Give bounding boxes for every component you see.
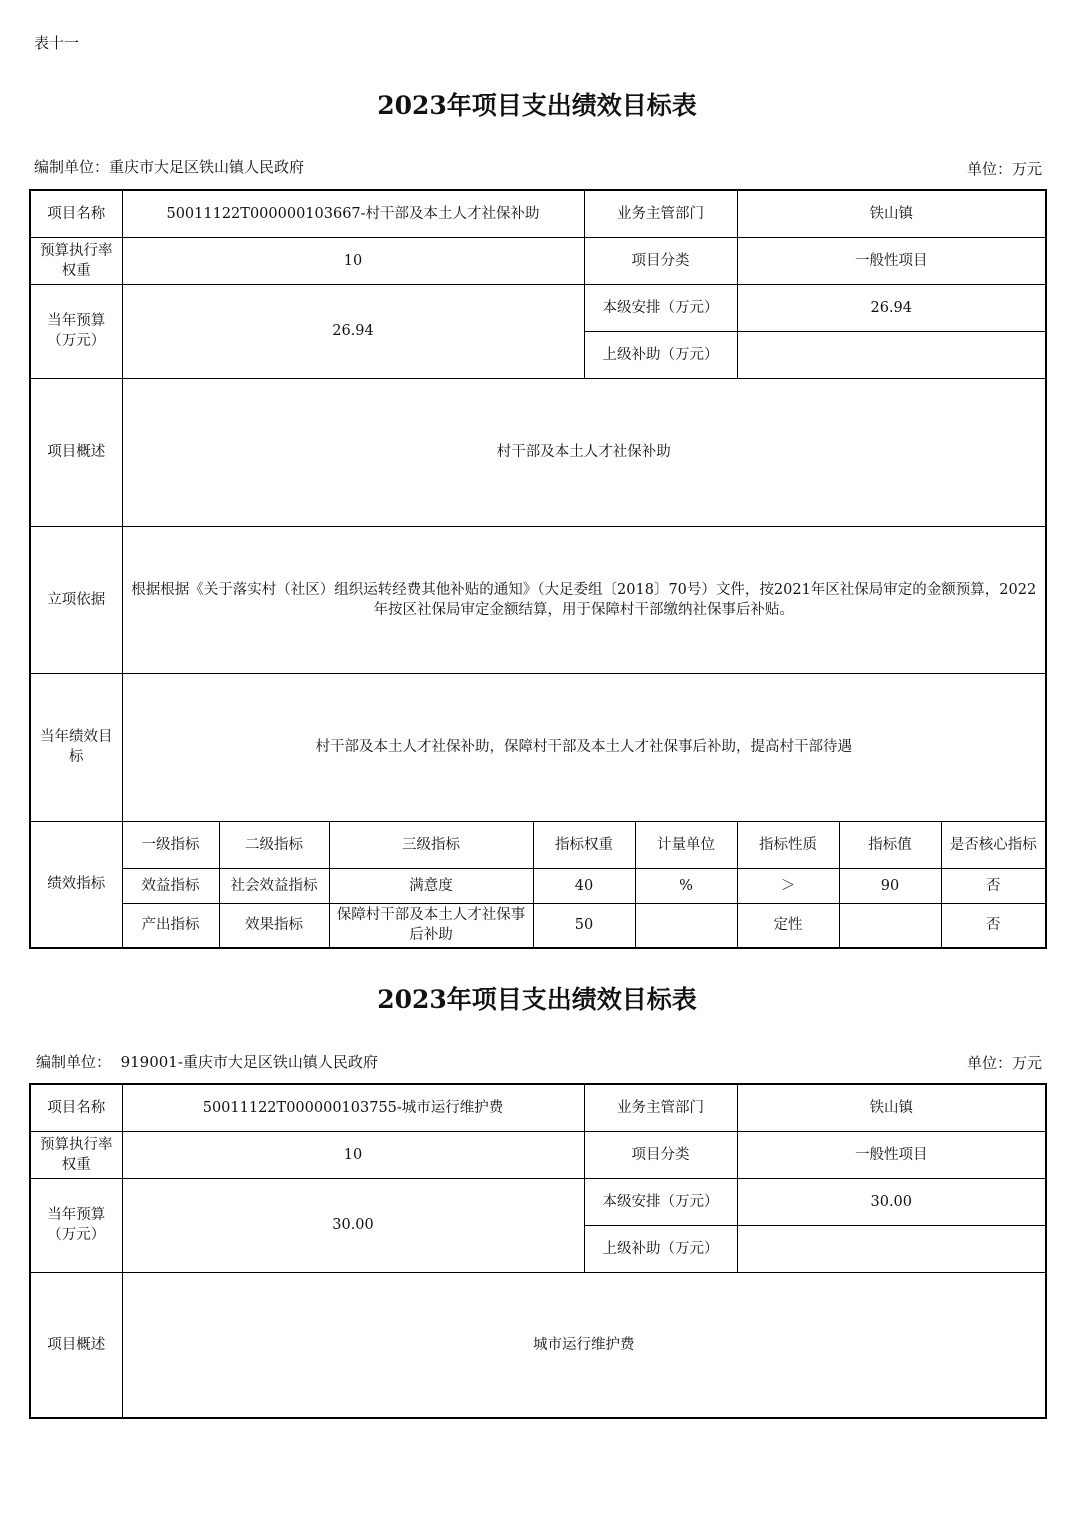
weight-label: 预算执行率权重: [30, 1131, 122, 1178]
indicator-cell: 社会效益指标: [219, 868, 329, 903]
dept-label: 业务主管部门: [584, 190, 737, 237]
indicator-cell: 满意度: [329, 868, 533, 903]
indicator-cell: 产出指标: [122, 903, 219, 948]
budget-value: 30.00: [122, 1178, 584, 1272]
category-value: 一般性项目: [737, 237, 1046, 284]
dept-value: 铁山镇: [737, 190, 1046, 237]
category-label: 项目分类: [584, 237, 737, 284]
budget-value: 26.94: [122, 284, 584, 378]
upper-label: 上级补助（万元）: [584, 331, 737, 378]
weight-value: 10: [122, 237, 584, 284]
indicator-cell: 否: [941, 868, 1046, 903]
compiling-unit-label: 编制单位：: [34, 158, 110, 176]
category-value: 一般性项目: [737, 1131, 1046, 1178]
table-row: [30, 903, 1046, 948]
indicator-cell: 效果指标: [219, 903, 329, 948]
performance-table: [29, 1083, 1047, 1419]
unit-label: 单位：万元: [966, 1054, 1042, 1072]
local-value: 30.00: [737, 1178, 1046, 1225]
basis-value: 根据根据《关于落实村（社区）组织运转经费其他补贴的通知》（大足委组〔2018〕70号）文件，按2021年区社保局审定的金额预算，2022年按区社保局审定金额结算，用于保障村干部缴纳社保事后补贴。: [122, 526, 1046, 673]
indicator-header: 三级指标: [329, 821, 533, 868]
indicator-header: 计量单位: [635, 821, 737, 868]
compiling-unit: [34, 156, 304, 177]
indicator-header: 一级指标: [122, 821, 219, 868]
overview-label: 项目概述: [30, 378, 122, 526]
indicator-cell: %: [635, 868, 737, 903]
performance-table: [29, 189, 1047, 949]
compiling-unit-label: 编制单位：: [36, 1053, 112, 1071]
overview-value: 村干部及本土人才社保补助: [122, 378, 1046, 526]
indicator-cell: 保障村干部及本土人才社保事后补助: [329, 903, 533, 948]
project-name-label: 项目名称: [30, 190, 122, 237]
upper-value: [737, 331, 1046, 378]
weight-label: 预算执行率权重: [30, 237, 122, 284]
form-title: 2023年项目支出绩效目标表: [377, 985, 697, 1014]
doc-tag: 表十一: [34, 34, 80, 52]
indicator-cell: [839, 903, 941, 948]
indicator-cell: 50: [533, 903, 635, 948]
indicator-header: 指标权重: [533, 821, 635, 868]
indicator-cell: 否: [941, 903, 1046, 948]
indicators-label: 绩效指标: [30, 821, 122, 948]
indicator-cell: [635, 903, 737, 948]
dept-value: 铁山镇: [737, 1084, 1046, 1131]
upper-label: 上级补助（万元）: [584, 1225, 737, 1272]
compiling-unit-value: 重庆市大足区铁山镇人民政府: [109, 158, 305, 176]
table-row: [30, 868, 1046, 903]
indicator-header: 指标性质: [737, 821, 839, 868]
dept-label: 业务主管部门: [584, 1084, 737, 1131]
indicator-cell: 40: [533, 868, 635, 903]
project-name-label: 项目名称: [30, 1084, 122, 1131]
indicator-cell: 效益指标: [122, 868, 219, 903]
indicator-header: 指标值: [839, 821, 941, 868]
upper-value: [737, 1225, 1046, 1272]
project-name-value: 50011122T000000103667-村干部及本土人才社保补助: [122, 190, 584, 237]
indicator-header: 是否核心指标: [941, 821, 1046, 868]
goal-value: 村干部及本土人才社保补助，保障村干部及本土人才社保事后补助，提高村干部待遇: [122, 673, 1046, 821]
compiling-unit-value: 919001-重庆市大足区铁山镇人民政府: [120, 1053, 378, 1071]
basis-label: 立项依据: [30, 526, 122, 673]
indicator-cell: 90: [839, 868, 941, 903]
project-name-value: 50011122T000000103755-城市运行维护费: [122, 1084, 584, 1131]
indicator-cell: ＞: [737, 868, 839, 903]
weight-value: 10: [122, 1131, 584, 1178]
local-label: 本级安排（万元）: [584, 1178, 737, 1225]
category-label: 项目分类: [584, 1131, 737, 1178]
indicator-cell: 定性: [737, 903, 839, 948]
local-value: 26.94: [737, 284, 1046, 331]
budget-label: 当年预算（万元）: [30, 1178, 122, 1272]
local-label: 本级安排（万元）: [584, 284, 737, 331]
goal-label: 当年绩效目标: [30, 673, 122, 821]
indicator-header: 二级指标: [219, 821, 329, 868]
overview-value: 城市运行维护费: [122, 1272, 1046, 1418]
overview-label: 项目概述: [30, 1272, 122, 1418]
form-title: 2023年项目支出绩效目标表: [377, 91, 697, 120]
budget-label: 当年预算（万元）: [30, 284, 122, 378]
unit-label: 单位：万元: [966, 160, 1042, 178]
compiling-unit: [36, 1051, 378, 1072]
